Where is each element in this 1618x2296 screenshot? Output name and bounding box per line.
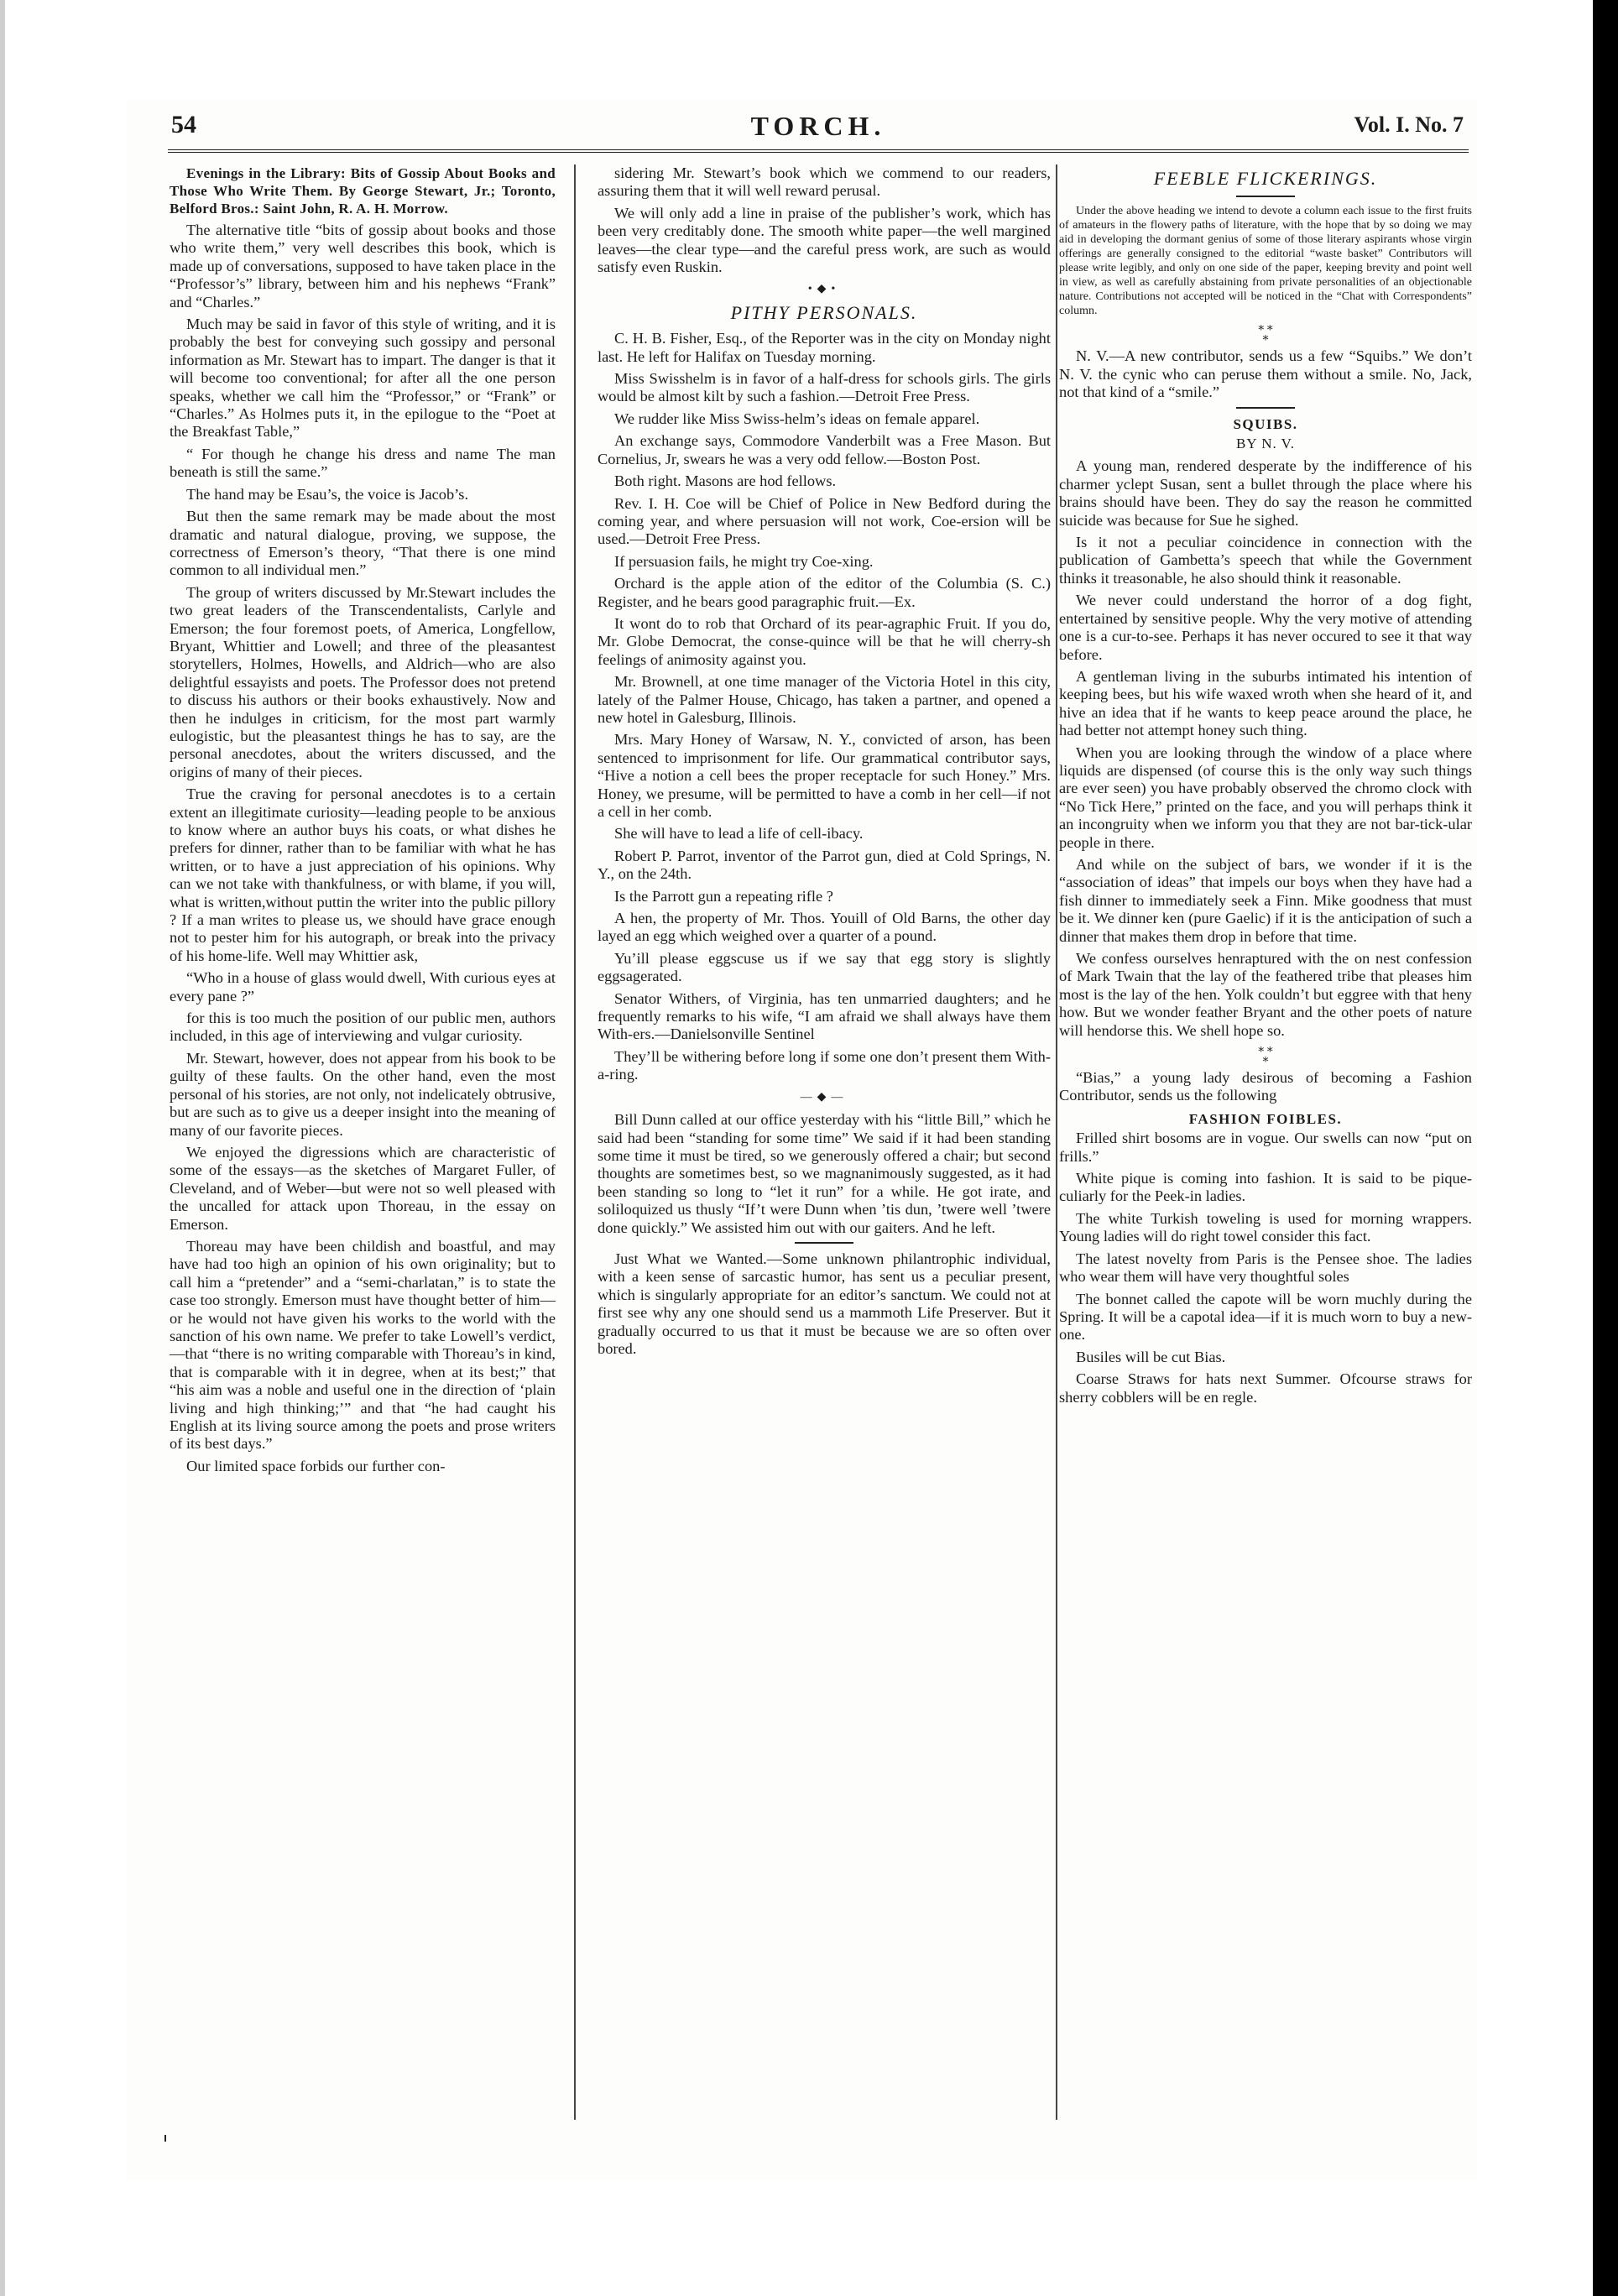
review-body: [170, 486, 556, 966]
personal-item: If persuasion fails, he might try Coe-xing.: [614, 552, 874, 570]
paragraph: We will only add a line in praise of the publisher’s work, which has been very creditably done. The smooth white paper—the well margined leaves—the clear type—and the careful press work, are such as would satisfy even Ruskin.: [598, 204, 1051, 276]
personal-item: Mr. Brownell, at one time manager of the Victoria Hotel in this city, lately of the Palmer House, Chicago, has taken a partner, and opened a new hotel in Galesburg, Illinois.: [598, 673, 1051, 726]
personals-list: [598, 330, 1051, 1083]
fashion-item: The white Turkish toweling is used for morning wrappers. Young ladies will do right towel consider this fact.: [1059, 1209, 1472, 1245]
paragraph: for this is too much the position of our public men, authors included, in this age of interviewing and vulgar curiosity.: [170, 1010, 556, 1045]
squib-item: We never could understand the horror of a dog fight, entertained by sensitive people. Why the very motive of attending one is a cur-to-see. Perhaps it has never occured to see it that way before.: [1059, 592, 1472, 663]
fashion-heading: FASHION FOIBLES.: [1188, 1110, 1343, 1127]
right-column: [1059, 164, 1472, 2125]
squibs-heading: SQUIBS.: [1233, 415, 1298, 432]
fashion-item: The latest novelty from Paris is the Pensee shoe. The ladies who wear them will have very thoughtful soles: [1059, 1250, 1472, 1286]
scan-left-edge: [0, 0, 5, 2296]
bill-dunn-item: Bill Dunn called at our office yesterday with his “little Bill,” which he said had been “standing for some time” We said if it had been standing some time it must be tired, so we generously offered a chair; but second thoughts are sometimes best, so we magnanimously suggested, as it had been standing so long to “let it run” for a while. He got irate, and soliloquized us thusly “If’t were Dunn when ’tis dun, ’twere well ’twere done quickly.” We assisted him out with our gaiters. And he left.: [598, 1111, 1051, 1236]
personal-item: They’ll be withering before long if some one don’t present them With-a-ring.: [598, 1047, 1051, 1083]
masthead: [168, 107, 1469, 153]
personal-item: Orchard is the apple ation of the editor of the Columbia (S. C.) Register, and he bears good paragraphic fruit.—Ex.: [598, 575, 1051, 610]
verse-quote: “ For though he change his dress and name The man beneath is still the same.”: [170, 445, 556, 481]
fashion-item: White pique is coming into fashion. It is said to be pique-culiarly for the Peek-in ladies.: [1059, 1170, 1472, 1205]
volume-number: Vol. I. No. 7: [1354, 112, 1464, 137]
scan-mark: [164, 2135, 166, 2142]
personal-item: A hen, the property of Mr. Thos. Youill of Old Barns, the other day layed an egg which weighed over a quarter of a pound.: [598, 910, 1051, 945]
personal-item: Mrs. Mary Honey of Warsaw, N. Y., convicted of arson, has been sentenced to imprisonment for life. Our grammatical contributor says, “Hive a notion a cell bees the proper receptacle for such Honey.” Mrs. Honey, we presume, will be permitted to have a comb in her cell—if not a cell in her comb.: [598, 731, 1051, 820]
nv-note: N. V.—A new contributor, sends us a few “Squibs.” We don’t N. V. the cynic who can peruse them without a smile. No, Jack, not that kind of a “smile.”: [1059, 347, 1472, 401]
paragraph: We enjoyed the digressions which are characteristic of some of the essays—as the sketches of Margaret Fuller, of Cleveland, and of Weber—but were not so well pleased with the uncalled for attack upon Thoreau, in the essay on Emerson.: [170, 1143, 556, 1233]
contributor-notice: Under the above heading we intend to devote a column each issue to the first fruits of amateurs in the flowery paths of literature, with the hope that by so doing we may aid in developing the dormant genius of some of those literary aspirants whose virgin offerings are generally consigned to the editorial “waste basket” Contributors will please write legibly, and only on one side of the paper, keeping brevity and point well in view, as well as carefully abstaining from private personalities of an objectionable nature. Contributions not accepted will be noticed in the “Chat with Correspondents” column.: [1059, 205, 1472, 318]
review-continued: [598, 164, 1051, 276]
section-ornament: •◆•: [807, 283, 841, 296]
column-rule: [1056, 164, 1057, 2120]
squib-item: A young man, rendered desperate by the indifference of his charmer yclept Susan, sent a bullet through the place where his brains should have been. They do say the reason he committed suicide was because for Sue he sighed.: [1059, 457, 1472, 529]
squib-item: When you are looking through the window of a place where liquids are dispensed (of course this is the only way such things are ever seen) you have probably observed the chromo clock with “No Tick Here,” printed on the face, and you will perhaps think it an incongruity when we inform you that they are not bar-tick-ular people in there.: [1059, 744, 1472, 851]
squibs-list: [1059, 457, 1472, 1040]
divider: [1236, 196, 1295, 197]
personal-item: We rudder like Miss Swiss-helm’s ideas on female apparel.: [614, 410, 980, 427]
asterism: ⁎ ⁎ ⁎: [1258, 1042, 1273, 1066]
squib-item: And while on the subject of bars, we wonder if it is the “association of ideas” that impels our boys when they have had a fish dinner to immediately seek a Finn. Mike goodness that must be it. We dinner ken (pure Gaelic) if it is the anticipation of such a dinner that makes them drop in before that time.: [1059, 855, 1472, 945]
just-what-item: Just What we Wanted.—Some unknown philantrophic individual, with a keen sense of sarcastic humor, has sent us a peculiar present, which is singularly appropriate for an editor’s sanctum. We could not at first see why any one should send us a mammoth Life Preserver. But it gradually occurred to us that it must be because we are so often over bored.: [598, 1250, 1051, 1357]
fashion-list: [1059, 1130, 1472, 1406]
personal-item: An exchange says, Commodore Vanderbilt was a Free Mason. But Cornelius, Jr, swears he was a very odd fellow.—Boston Post.: [598, 432, 1051, 467]
fashion-item: The bonnet called the capote will be worn muchly during the Spring. It will be a capotal idea—if it is much worn to buy a new-one.: [1059, 1290, 1472, 1344]
fashion-intro: “Bias,” a young lady desirous of becoming a Fashion Contributor, sends us the following: [1059, 1069, 1472, 1104]
left-column: [170, 164, 556, 2125]
personal-item: Robert P. Parrot, inventor of the Parrot gun, died at Cold Springs, N. Y., on the 24th.: [598, 847, 1051, 883]
paragraph: The hand may be Esau’s, the voice is Jacob’s.: [186, 485, 469, 503]
scan-right-edge: [1593, 0, 1618, 2296]
asterism: ⁎ ⁎ ⁎: [1258, 321, 1273, 344]
personal-item: C. H. B. Fisher, Esq., of the Reporter was in the city on Monday night last. He left for Halifax on Tuesday morning.: [598, 330, 1051, 365]
divider: [795, 1242, 853, 1244]
personal-item: Both right. Masons are hod fellows.: [614, 472, 837, 490]
column-rule: [574, 164, 576, 2120]
paper-title: TORCH.: [750, 111, 886, 141]
personal-item: Is the Parrott gun a repeating rifle ?: [614, 887, 833, 905]
paragraph: But then the same remark may be made about the most dramatic and natural dialogue, proving, we suppose, the correctness of Emerson’s theory, “That there is one mind common to all individual men.”: [170, 508, 556, 579]
section-ornament: —◆—: [800, 1090, 848, 1104]
review-heading: Evenings in the Library: Bits of Gossip About Books and Those Who Write Them. By George Stewart, Jr.; Toronto, Belford Bros.: Saint John, R. A. H. Morrow.: [170, 165, 556, 217]
section-title: PITHY PERSONALS.: [730, 301, 918, 323]
review-body: [170, 222, 556, 441]
paragraph: sidering Mr. Stewart’s book which we commend to our readers, assuring them that it will well reward perusal.: [598, 164, 1051, 200]
paragraph: Mr. Stewart, however, does not appear from his book to be guilty of these faults. On the other hand, even the most personal of his stories, are not only, not indelicately obtrusive, but are such as to give us a deeper insight into the meaning of many of our favorite pieces.: [170, 1049, 556, 1139]
paragraph: Our limited space forbids our further con-: [186, 1457, 446, 1474]
squib-item: We confess ourselves henraptured with the on nest confession of Mark Twain that the lay of the feathered tribe that pleases him most is the lay of the hen. Yolk couldn’t but eggree with that heny how. But we wonder feather Bryant and the other poets of nature will hendorse this. We shell hope so.: [1059, 950, 1472, 1039]
review-body: [170, 1010, 556, 1475]
paragraph: True the craving for personal anecdotes is to a certain extent an illegitimate curiosity—leading people to be anxious to know where an author buys his coats, or what dishes he prefers for dinner, rather than to be familiar with what he has written, or to have a just appreciation of his opinions. Why can we not take with thankfulness, or with blame, if you will, what is written,without puttin the writer into the public pillory ? If a man writes to please us, we should have grace enough not to pester him for his autograph, or break into the privacy of his home-life. Well may Whittier ask,: [170, 785, 556, 964]
verse-quote: “Who in a house of glass would dwell, With curious eyes at every pane ?”: [170, 969, 556, 1004]
divider: [1236, 407, 1295, 409]
personal-item: Senator Withers, of Virginia, has ten unmarried daughters; and he frequently remarks to his wife, “I am afraid we shall always have them With-ers.—Danielsonville Sentinel: [598, 989, 1051, 1043]
fashion-item: Frilled shirt bosoms are in vogue. Our swells can now “put on frills.”: [1059, 1130, 1472, 1165]
squib-item: Is it not a peculiar coincidence in connection with the publication of Gambetta’s speech that while the Government thinks it treasonable, he also should think it reasonable.: [1059, 534, 1472, 587]
paragraph: Much may be said in favor of this style of writing, and it is probably the best for conveying such gossipy and personal information as Mr. Stewart has to impart. The danger is that it will become too conventional; for after all the one person speaks, whether we call him the “Professor,” or “Frank” or “Charles.” As Holmes puts it, in the epilogue to the “Poet at the Breakfast Table,”: [170, 316, 556, 441]
middle-column: [598, 164, 1051, 2125]
personal-item: It wont do to rob that Orchard of its pear-agraphic Fruit. If you do, Mr. Globe Democrat, the conse-quince will be that he will cherry-sh feelings of animosity against you.: [598, 614, 1051, 668]
personal-item: Rev. I. H. Coe will be Chief of Police in New Bedford during the coming year, and where persuasion will not work, Coe-ersion will be used.—Detroit Free Press.: [598, 494, 1051, 548]
personal-item: She will have to lead a life of cell-ibacy.: [614, 825, 864, 843]
section-title: FEEBLE FLICKERINGS.: [1153, 168, 1378, 189]
page-number: 54: [171, 111, 196, 138]
paragraph: The alternative title “bits of gossip about books and those who write them,” very well describes this book, which is made up of conversations, supposed to have taken place in the “Professor’s” library, between him and his nephews “Frank” and “Charles.”: [170, 222, 556, 310]
squib-item: A gentleman living in the suburbs intimated his intention of keeping bees, but his wife waxed wroth when she heard of it, and hive an idea that if he wants to keep peace around the place, he had better not attempt honey such thing.: [1059, 667, 1472, 739]
fashion-item: Busiles will be cut Bias.: [1076, 1348, 1226, 1365]
paragraph: Thoreau may have been childish and boastful, and may have had too high an opinion of his own originality; but to call him a “pretender” and a “semi-charlatan,” is to state the case too strongly. Emerson must have thought better of him—or he would not have given his works to the world with the sanction of his own name. We prefer to take Lowell’s verdict,—that “there is no writing comparable with Thoreau’s in kind, that is comparable with it in degree, when at its best;” that “his aim was a noble and useful one in the direction of ‘plain living and high thinking;’” and that “he had caught his English at its living source among the poets and prose writers of its best days.”: [170, 1237, 556, 1453]
personal-item: Yu’ill please eggscuse us if we say that egg story is slightly eggsagerated.: [598, 949, 1051, 985]
personal-item: Miss Swisshelm is in favor of a half-dress for schools girls. The girls would be almost kilt by such a fashion.—Detroit Free Press.: [598, 370, 1051, 405]
fashion-item: Coarse Straws for hats next Summer. Ofcourse straws for sherry cobblers will be en regle.: [1059, 1370, 1472, 1406]
paragraph: The group of writers discussed by Mr.Stewart includes the two great leaders of the Transcendentalists, Carlyle and Emerson; the four foremost poets, of America, Longfellow, Bryant, Whittier and Lowell; and three of the pleasantest storytellers, Holmes, Howells, and Aldrich—who are also delightful essayists and poets. The Professor does not pretend to discuss his authors or their books exhaustively. Now and then he indulges in criticism, for the most part warmly eulogistic, but the pleasantest things he has to say, are the personal anecdotes, about the writers discussed, and the origins of many of their pieces.: [170, 583, 556, 780]
squibs-byline: BY N. V.: [1235, 436, 1296, 452]
